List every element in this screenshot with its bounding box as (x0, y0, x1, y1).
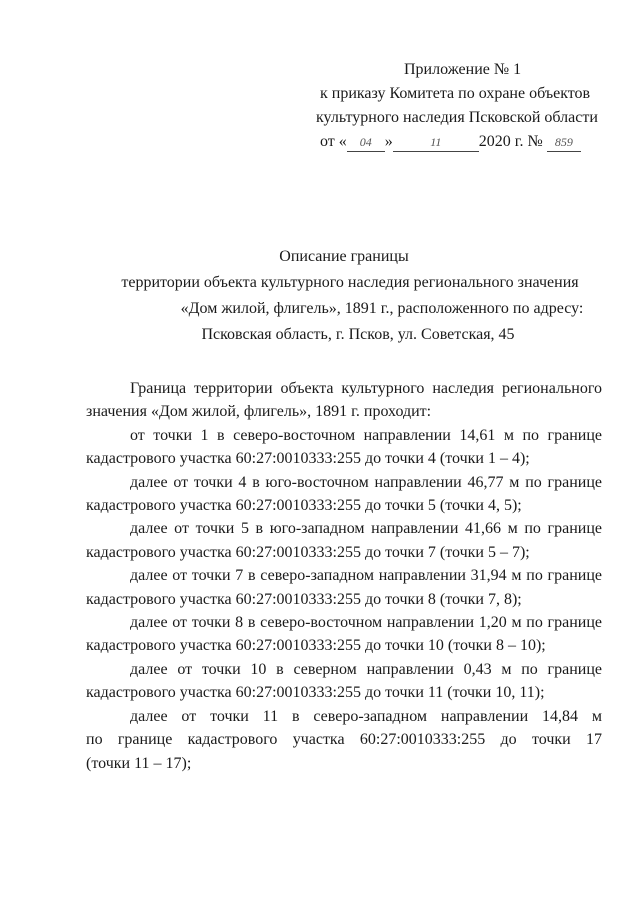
date-mid: » (384, 133, 393, 150)
handwritten-order-number: 859 (547, 133, 581, 152)
segment-first-line: далее от точки 10 в северном направлении 0,43 м по границе (130, 660, 602, 678)
segment-item (86, 658, 602, 705)
segment-rest-line: кадастрового участка 60:27:0010333:255 до точки 4 (точки 1 – 4); (86, 450, 530, 468)
segment-rest-line: кадастрового участка 60:27:0010333:255 до точки 7 (точки 5 – 7); (86, 543, 530, 561)
date-prefix: от « (320, 133, 347, 150)
order-date-line (300, 130, 610, 154)
segment-first-line: от точки 1 в северо-восточном направлении 14,61 м по границе (130, 426, 602, 444)
segment-item (86, 471, 602, 518)
segment-rest-line: (точки 11 – 17); (86, 754, 192, 772)
title-line-1: Описание границы (279, 248, 409, 265)
segment-rest-line: кадастрового участка 60:27:0010333:255 до точки 5 (точки 4, 5); (86, 497, 522, 515)
segment-first-line: далее от точки 11 в северо-западном направлении 14,84 м (130, 707, 602, 725)
segment-item-last (86, 705, 602, 775)
boundary-description (86, 377, 602, 775)
segment-rest-line: кадастрового участка 60:27:0010333:255 до точки 11 (точки 10, 11); (86, 684, 545, 702)
title-line-4: Псковская область, г. Псков, ул. Советская, 45 (201, 326, 515, 343)
segment-first-line: далее от точки 4 в юго-восточном направлении 46,77 м по границе (130, 473, 602, 491)
date-year: 2020 г. № (478, 133, 543, 150)
segment-first-line: далее от точки 7 в северо-западном направлении 31,94 м по границе (130, 567, 602, 585)
intro-paragraph (86, 377, 602, 424)
document-title (80, 244, 620, 348)
segment-middle-line: по границе кадастрового участка 60:27:0010333:255 до точки 17 (86, 731, 602, 749)
intro-line-2: значения «Дом жилой, флигель», 1891 г. проходит: (86, 403, 432, 421)
appendix-header (300, 58, 610, 154)
title-line-2: территории объекта культурного наследия регионального значения (121, 274, 579, 291)
segment-rest-line: кадастрового участка 60:27:0010333:255 до точки 10 (точки 8 – 10); (86, 637, 546, 655)
committee-name: культурного наследия Псковской области (316, 109, 598, 126)
segment-item (86, 424, 602, 471)
appendix-number: Приложение № 1 (404, 61, 522, 78)
segment-first-line: далее от точки 5 в юго-западном направлении 41,66 м по границе (130, 520, 602, 538)
handwritten-month: 11 (393, 133, 479, 152)
segment-item (86, 517, 602, 564)
segment-first-line: далее от точки 8 в северо-восточном направлении 1,20 м по границе (130, 614, 602, 632)
title-line-3: «Дом жилой, флигель», 1891 г., расположенного по адресу: (180, 300, 584, 317)
segment-item (86, 564, 602, 611)
intro-line-1: Граница территории объекта культурного наследия регионального (130, 380, 602, 397)
handwritten-day: 04 (347, 133, 385, 152)
segment-rest-line: кадастрового участка 60:27:0010333:255 до точки 8 (точки 7, 8); (86, 590, 522, 608)
order-reference: к приказу Комитета по охране объектов (320, 85, 591, 102)
segment-item (86, 611, 602, 658)
